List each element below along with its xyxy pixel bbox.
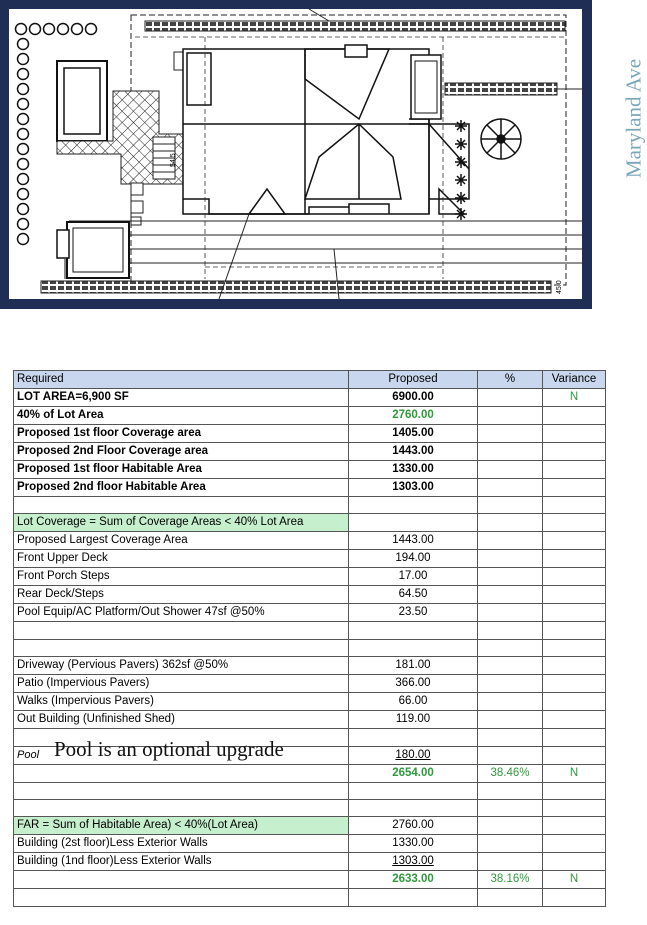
- row-variance: [543, 622, 606, 639]
- row-label: [14, 799, 349, 816]
- table-row: [14, 711, 606, 729]
- row-proposed: 181.00: [349, 657, 478, 675]
- row-label: LOT AREA=6,900 SF: [14, 389, 349, 407]
- table-row: [14, 550, 606, 568]
- row-variance: [543, 479, 606, 497]
- row-percent: [478, 657, 543, 675]
- table-row: [14, 443, 606, 461]
- table-row: [14, 497, 606, 514]
- tree: [481, 119, 521, 159]
- row-label: Front Porch Steps: [14, 568, 349, 586]
- row-proposed: 23.50: [349, 604, 478, 622]
- row-variance: [543, 532, 606, 550]
- row-proposed: 194.00: [349, 550, 478, 568]
- header-variance: Variance: [543, 371, 606, 389]
- row-percent: [478, 639, 543, 656]
- row-label: Proposed Largest Coverage Area: [14, 532, 349, 550]
- row-percent: [478, 532, 543, 550]
- row-label: Pool Equip/AC Platform/Out Shower 47sf @50%: [14, 604, 349, 622]
- row-label: Walks (Impervious Pavers): [14, 693, 349, 711]
- row-proposed: 1330.00: [349, 835, 478, 853]
- row-proposed: 2760.00: [349, 817, 478, 835]
- header-required: Required: [14, 371, 349, 389]
- row-variance: [543, 711, 606, 729]
- site-plan-frame: [0, 0, 592, 309]
- row-label: Proposed 1st floor Habitable Area: [14, 461, 349, 479]
- row-proposed: [349, 639, 478, 656]
- table-row: [14, 799, 606, 816]
- row-percent: [478, 568, 543, 586]
- row-variance: [543, 604, 606, 622]
- table-row: [14, 746, 606, 764]
- row-label: Rear Deck/Steps: [14, 586, 349, 604]
- row-label: Out Building (Unfinished Shed): [14, 711, 349, 729]
- table-header-row: [14, 371, 606, 389]
- table-row: [14, 657, 606, 675]
- table-row: [14, 604, 606, 622]
- row-percent: [478, 782, 543, 799]
- row-proposed: [349, 622, 478, 639]
- row-variance: [543, 782, 606, 799]
- header-proposed: Proposed: [349, 371, 478, 389]
- row-percent: [478, 835, 543, 853]
- row-percent: [478, 479, 543, 497]
- table-row: [14, 425, 606, 443]
- table-row: [14, 693, 606, 711]
- header-percent: %: [478, 371, 543, 389]
- row-percent: [478, 853, 543, 871]
- row-label: Building (2st floor)Less Exterior Walls: [14, 835, 349, 853]
- table-row: [14, 764, 606, 782]
- row-variance: [543, 835, 606, 853]
- row-percent: [478, 461, 543, 479]
- row-proposed: [349, 853, 478, 871]
- step-dimension: 54.5: [170, 153, 177, 167]
- row-percent: [478, 443, 543, 461]
- row-proposed: [349, 782, 478, 799]
- row-percent: 38.46%: [478, 764, 543, 782]
- row-label: [14, 889, 349, 906]
- proposed-value: 1303.00: [392, 855, 434, 868]
- row-label: Patio (Impervious Pavers): [14, 675, 349, 693]
- site-plan-svg: [9, 9, 582, 299]
- table-row: [14, 407, 606, 425]
- row-label: Proposed 2nd Floor Coverage area: [14, 443, 349, 461]
- row-label: Lot Coverage = Sum of Coverage Areas < 40% Lot Area: [14, 514, 349, 532]
- shrub-column-left: [18, 39, 29, 245]
- row-proposed: 2633.00: [349, 871, 478, 889]
- table-row: [14, 514, 606, 532]
- row-label: [14, 639, 349, 656]
- row-proposed: 6900.00: [349, 389, 478, 407]
- table-body: [14, 389, 606, 907]
- row-label: [14, 764, 349, 782]
- row-percent: [478, 407, 543, 425]
- row-proposed: 17.00: [349, 568, 478, 586]
- row-percent: [478, 729, 543, 746]
- row-percent: [478, 550, 543, 568]
- proposed-value: 180.00: [395, 748, 431, 761]
- row-percent: [478, 675, 543, 693]
- table-row: [14, 586, 606, 604]
- row-variance: [543, 746, 606, 764]
- row-variance: N: [543, 389, 606, 407]
- row-variance: N: [543, 764, 606, 782]
- row-percent: [478, 389, 543, 407]
- table-row: [14, 835, 606, 853]
- star-shrubs: [455, 120, 467, 220]
- row-proposed: [349, 746, 478, 764]
- row-proposed: 1443.00: [349, 532, 478, 550]
- table-row: [14, 675, 606, 693]
- row-proposed: 2654.00: [349, 764, 478, 782]
- row-percent: [478, 889, 543, 906]
- row-percent: [478, 711, 543, 729]
- street-label: [622, 0, 646, 240]
- pool-optional-note: Pool is an optional upgrade: [54, 736, 284, 761]
- row-proposed: [349, 799, 478, 816]
- pool: [57, 61, 107, 141]
- row-percent: [478, 746, 543, 764]
- row-percent: [478, 817, 543, 835]
- row-label: Proposed 2nd floor Habitable Area: [14, 479, 349, 497]
- table-row: [14, 622, 606, 639]
- paver-walk-right: [445, 83, 557, 95]
- coverage-table: [13, 370, 606, 907]
- row-variance: [543, 407, 606, 425]
- row-variance: [543, 639, 606, 656]
- row-variance: [543, 497, 606, 514]
- row-percent: 38.16%: [478, 871, 543, 889]
- row-proposed: 1303.00: [349, 479, 478, 497]
- row-label: Front Upper Deck: [14, 550, 349, 568]
- paver-strip-bottom: [41, 281, 551, 293]
- row-variance: [543, 675, 606, 693]
- table-row: [14, 639, 606, 656]
- row-proposed: 1330.00: [349, 461, 478, 479]
- row-percent: [478, 799, 543, 816]
- table-row: [14, 889, 606, 906]
- shed: [57, 222, 129, 278]
- row-proposed: [349, 514, 478, 532]
- row-label: [14, 622, 349, 639]
- table-row: [14, 389, 606, 407]
- row-variance: [543, 853, 606, 871]
- row-proposed: 1443.00: [349, 443, 478, 461]
- table-row: [14, 461, 606, 479]
- row-variance: [543, 586, 606, 604]
- street-name: Maryland Ave: [621, 58, 646, 179]
- pool-label: Pool: [17, 748, 40, 761]
- row-variance: [543, 657, 606, 675]
- row-proposed: [349, 497, 478, 514]
- row-proposed: [349, 729, 478, 746]
- row-label: Driveway (Pervious Pavers) 362sf @50%: [14, 657, 349, 675]
- row-variance: [543, 514, 606, 532]
- table-row: [14, 479, 606, 497]
- row-variance: [543, 568, 606, 586]
- row-variance: [543, 817, 606, 835]
- row-label: [14, 871, 349, 889]
- row-percent: [478, 425, 543, 443]
- site-plan-drawing: [9, 9, 582, 299]
- row-label: Building (1nd floor)Less Exterior Walls: [14, 853, 349, 871]
- row-proposed: 66.00: [349, 693, 478, 711]
- row-label: FAR = Sum of Habitable Area) < 40%(Lot Area): [14, 817, 349, 835]
- row-proposed: 2760.00: [349, 407, 478, 425]
- row-label: [14, 736, 349, 764]
- row-percent: [478, 586, 543, 604]
- corner-dimension: 45.0: [556, 280, 563, 294]
- row-variance: N: [543, 871, 606, 889]
- row-percent: [478, 693, 543, 711]
- row-variance: [543, 425, 606, 443]
- table-row: [14, 817, 606, 835]
- row-variance: [543, 461, 606, 479]
- row-proposed: [349, 889, 478, 906]
- table-row: [14, 532, 606, 550]
- row-proposed: 64.50: [349, 586, 478, 604]
- row-percent: [478, 604, 543, 622]
- table-row: [14, 871, 606, 889]
- row-label: 40% of Lot Area: [14, 407, 349, 425]
- row-variance: [543, 889, 606, 906]
- row-label: [14, 497, 349, 514]
- row-variance: [543, 550, 606, 568]
- row-proposed: 1405.00: [349, 425, 478, 443]
- row-variance: [543, 693, 606, 711]
- row-variance: [543, 729, 606, 746]
- row-percent: [478, 514, 543, 532]
- table-row: [14, 782, 606, 799]
- row-variance: [543, 799, 606, 816]
- row-label: Proposed 1st floor Coverage area: [14, 425, 349, 443]
- row-percent: [478, 497, 543, 514]
- paver-strip-top: [145, 21, 565, 31]
- row-percent: [478, 622, 543, 639]
- table-row: [14, 568, 606, 586]
- row-variance: [543, 443, 606, 461]
- table-row: [14, 853, 606, 871]
- row-label: [14, 782, 349, 799]
- shrub-row-top: [16, 24, 97, 35]
- row-proposed: 119.00: [349, 711, 478, 729]
- row-proposed: 366.00: [349, 675, 478, 693]
